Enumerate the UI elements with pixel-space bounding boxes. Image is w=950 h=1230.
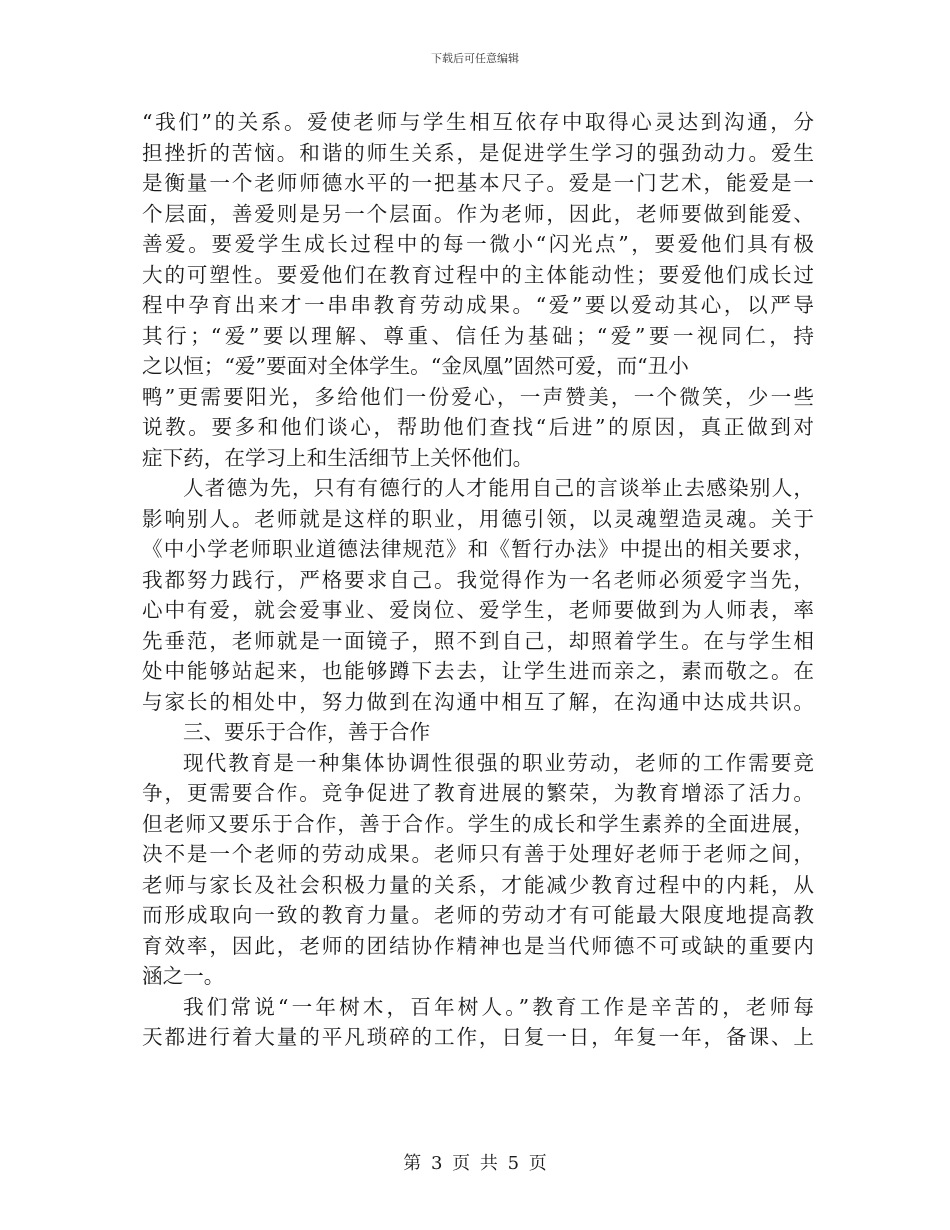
text-line: 而形成取向一致的教育力量。老师的劳动才有可能最大限度地提高教 <box>142 903 814 927</box>
text-line: 心中有爱，就会爱事业、爱岗位、爱学生，老师要做到为人师表，率 <box>142 598 814 622</box>
text-line: 涵之一。 <box>142 964 225 988</box>
page-footer: 第 3 页 共 5 页 <box>403 1153 547 1174</box>
text-line: 人者德为先，只有有德行的人才能用自己的言谈举止去感染别人， <box>183 476 814 500</box>
text-line: 个层面，善爱则是另一个层面。作为老师，因此，老师要做到能爱、 <box>142 201 814 226</box>
text-line: 先垂范，老师就是一面镜子，照不到自己，却照着学生。在与学生相 <box>142 628 814 653</box>
section-heading: 三、要乐于合作，善于合作 <box>183 720 431 744</box>
text-line: 鸭”更需要阳光，多给他们一份爱心，一声赞美，一个微笑，少一些 <box>142 384 814 409</box>
page-header: 下载后可任意编辑 <box>431 52 519 65</box>
text-line: 天都进行着大量的平凡琐碎的工作，日复一日，年复一年，备课、上 <box>142 1025 814 1049</box>
text-line: 我们常说“一年树木，百年树人。”教育工作是辛苦的，老师每 <box>183 994 814 1019</box>
text-line: 育效率，因此，老师的团结协作精神也是当代师德不可或缺的重要内 <box>142 933 814 958</box>
text-line: 我都努力践行，严格要求自己。我觉得作为一名老师必须爱字当先， <box>142 567 814 592</box>
text-line: 说教。要多和他们谈心，帮助他们查找“后进”的原因，真正做到对 <box>142 415 814 439</box>
text-line: 老师与家长及社会积极力量的关系，才能减少教育过程中的内耗，从 <box>142 872 814 897</box>
text-line: 其行；“爱”要以理解、尊重、信任为基础；“爱”要一视同仁，持 <box>142 323 814 348</box>
text-line: 是衡量一个老师师德水平的一把基本尺子。爱是一门艺术，能爱是一 <box>142 171 814 195</box>
text-line: 影响别人。老师就是这样的职业，用德引领，以灵魂塑造灵魂。关于 <box>142 506 814 531</box>
text-line: 现代教育是一种集体协调性很强的职业劳动，老师的工作需要竞 <box>183 750 814 775</box>
text-line: 善爱。要爱学生成长过程中的每一微小“闪光点”，要爱他们具有极 <box>142 232 814 256</box>
text-line: 与家长的相处中，努力做到在沟通中相互了解，在沟通中达成共识。 <box>142 689 814 714</box>
text-line: 症下药，在学习上和生活细节上关怀他们。 <box>142 445 534 470</box>
text-line: 大的可塑性。要爱他们在教育过程中的主体能动性；要爱他们成长过 <box>142 262 814 287</box>
text-line: 处中能够站起来，也能够蹲下去去，让学生进而亲之，素而敬之。在 <box>142 659 814 683</box>
text-line: 《中小学老师职业道德法律规范》和《暂行办法》中提出的相关要求， <box>142 537 814 561</box>
text-line: 担挫折的苦恼。和谐的师生关系，是促进学生学习的强劲动力。爱生 <box>142 140 814 165</box>
text-line: 但老师又要乐于合作，善于合作。学生的成长和学生素养的全面进展， <box>142 811 814 836</box>
text-line: 争，更需要合作。竞争促进了教育进展的繁荣，为教育增添了活力。 <box>142 781 814 805</box>
text-line: 之以恒；“爱”要面对全体学生。“金凤凰”固然可爱，而“丑小 <box>142 354 689 378</box>
text-line: 程中孕育出来才一串串教育劳动成果。“爱”要以爱动其心，以严导 <box>142 293 814 317</box>
text-line: 决不是一个老师的劳动成果。老师只有善于处理好老师于老师之间， <box>142 842 814 866</box>
text-line: “我们”的关系。爱使老师与学生相互依存中取得心灵达到沟通，分 <box>142 110 814 134</box>
body-text <box>142 107 814 1053</box>
